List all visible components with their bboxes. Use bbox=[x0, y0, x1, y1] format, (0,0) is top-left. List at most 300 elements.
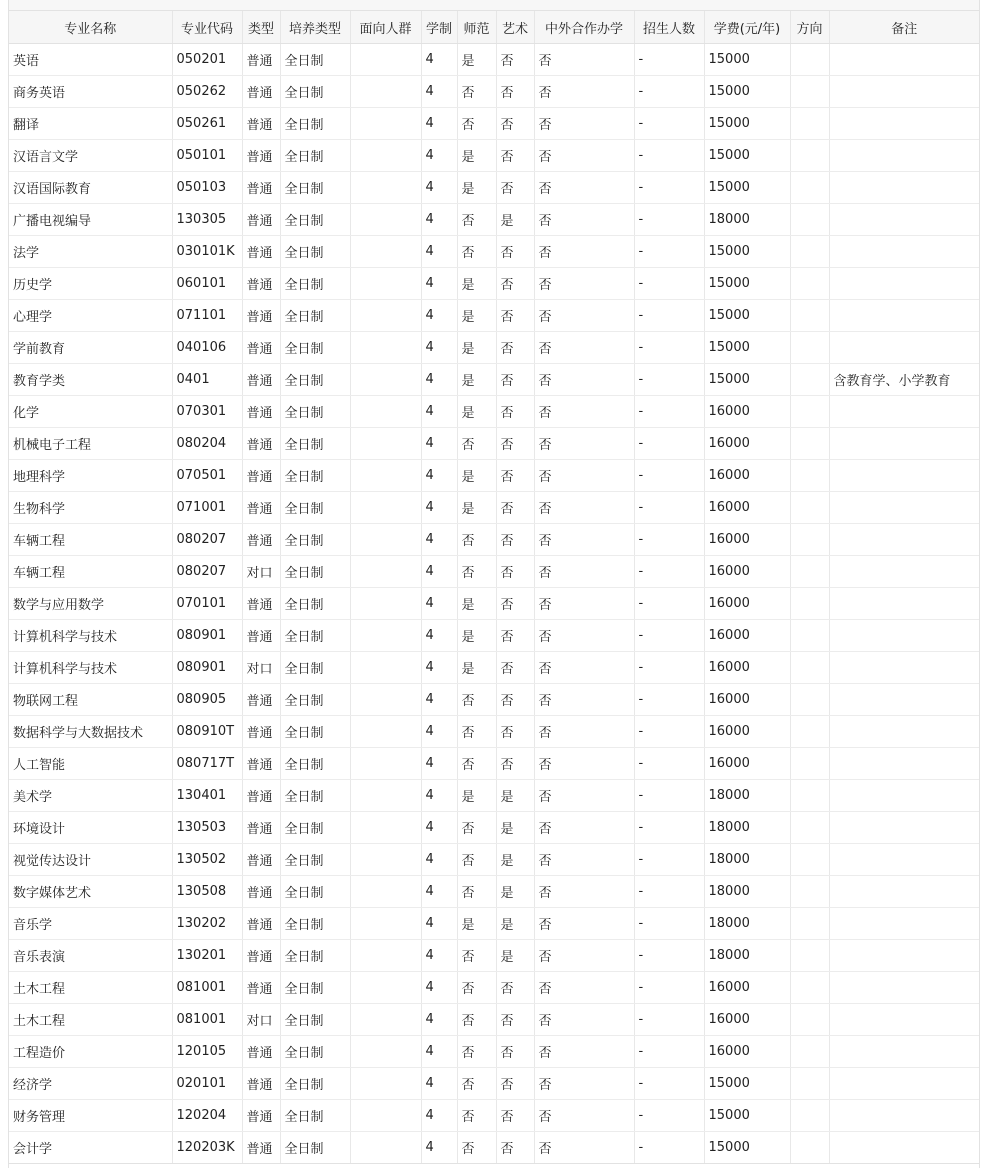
table-cell: 普通 bbox=[242, 1132, 280, 1164]
table-cell bbox=[790, 1068, 829, 1100]
table-cell: 全日制 bbox=[280, 716, 350, 748]
table-cell: 否 bbox=[534, 1004, 634, 1036]
table-cell bbox=[829, 44, 979, 76]
table-cell: 心理学 bbox=[9, 300, 172, 332]
table-cell: 计算机科学与技术 bbox=[9, 652, 172, 684]
table-cell: - bbox=[634, 204, 704, 236]
table-cell bbox=[350, 844, 421, 876]
table-cell bbox=[829, 908, 979, 940]
table-cell: 18000 bbox=[704, 780, 790, 812]
table-cell bbox=[829, 140, 979, 172]
table-cell: 15000 bbox=[704, 300, 790, 332]
table-cell bbox=[829, 748, 979, 780]
table-cell: 全日制 bbox=[280, 684, 350, 716]
table-cell: 是 bbox=[496, 812, 534, 844]
table-cell: 普通 bbox=[242, 940, 280, 972]
table-cell: 否 bbox=[457, 844, 496, 876]
table-cell: 普通 bbox=[242, 684, 280, 716]
table-cell: 全日制 bbox=[280, 748, 350, 780]
column-header: 学制 bbox=[421, 11, 457, 44]
table-cell bbox=[790, 332, 829, 364]
table-row bbox=[9, 780, 979, 812]
table-cell: 否 bbox=[496, 1100, 534, 1132]
table-cell: 全日制 bbox=[280, 940, 350, 972]
table-cell bbox=[350, 748, 421, 780]
table-cell: - bbox=[634, 332, 704, 364]
table-cell: 否 bbox=[534, 364, 634, 396]
table-cell: 071001 bbox=[172, 492, 242, 524]
table-cell: 普通 bbox=[242, 524, 280, 556]
table-cell: 是 bbox=[457, 396, 496, 428]
table-cell bbox=[350, 1068, 421, 1100]
table-cell bbox=[790, 876, 829, 908]
table-cell bbox=[790, 684, 829, 716]
table-cell: 否 bbox=[534, 204, 634, 236]
table-cell: 16000 bbox=[704, 684, 790, 716]
table-row bbox=[9, 1036, 979, 1068]
table-cell bbox=[790, 396, 829, 428]
table-row bbox=[9, 812, 979, 844]
table-cell: 4 bbox=[421, 972, 457, 1004]
table-cell: 普通 bbox=[242, 300, 280, 332]
table-cell: 18000 bbox=[704, 908, 790, 940]
table-row bbox=[9, 140, 979, 172]
table-cell: 16000 bbox=[704, 972, 790, 1004]
column-header: 招生人数 bbox=[634, 11, 704, 44]
table-cell bbox=[829, 1004, 979, 1036]
table-cell bbox=[829, 1132, 979, 1164]
table-cell: 否 bbox=[534, 140, 634, 172]
table-cell: 080717T bbox=[172, 748, 242, 780]
table-cell: 050101 bbox=[172, 140, 242, 172]
table-cell: 080204 bbox=[172, 428, 242, 460]
table-cell: 土木工程 bbox=[9, 1004, 172, 1036]
table-cell: 否 bbox=[496, 268, 534, 300]
table-cell: 经济学 bbox=[9, 1068, 172, 1100]
table-cell: 全日制 bbox=[280, 652, 350, 684]
table-row bbox=[9, 972, 979, 1004]
table-cell: 4 bbox=[421, 460, 457, 492]
table-cell: 130503 bbox=[172, 812, 242, 844]
table-cell bbox=[350, 1036, 421, 1068]
table-cell: 否 bbox=[496, 620, 534, 652]
table-cell: 18000 bbox=[704, 940, 790, 972]
table-cell: 是 bbox=[457, 140, 496, 172]
table-row bbox=[9, 268, 979, 300]
table-cell: 16000 bbox=[704, 396, 790, 428]
table-cell: 是 bbox=[496, 844, 534, 876]
table-cell: 030101K bbox=[172, 236, 242, 268]
table-cell: - bbox=[634, 364, 704, 396]
table-cell: 4 bbox=[421, 1004, 457, 1036]
table-cell: 含教育学、小学教育 bbox=[829, 364, 979, 396]
table-cell bbox=[350, 524, 421, 556]
table-cell bbox=[829, 588, 979, 620]
table-cell bbox=[790, 908, 829, 940]
table-cell: 全日制 bbox=[280, 620, 350, 652]
table-cell: 18000 bbox=[704, 812, 790, 844]
table-cell bbox=[790, 748, 829, 780]
table-cell: 英语 bbox=[9, 44, 172, 76]
table-cell: - bbox=[634, 300, 704, 332]
table-cell: - bbox=[634, 972, 704, 1004]
table-cell bbox=[790, 780, 829, 812]
table-cell: 4 bbox=[421, 876, 457, 908]
table-cell bbox=[350, 780, 421, 812]
table-cell: 4 bbox=[421, 1100, 457, 1132]
table-cell bbox=[790, 812, 829, 844]
table-cell: 否 bbox=[457, 76, 496, 108]
table-row bbox=[9, 524, 979, 556]
table-cell: 全日制 bbox=[280, 972, 350, 1004]
table-cell: 地理科学 bbox=[9, 460, 172, 492]
table-cell: 普通 bbox=[242, 428, 280, 460]
table-cell: - bbox=[634, 268, 704, 300]
table-cell bbox=[350, 876, 421, 908]
table-cell: 是 bbox=[457, 908, 496, 940]
table-cell bbox=[350, 204, 421, 236]
table-cell bbox=[350, 908, 421, 940]
table-cell: 120203K bbox=[172, 1132, 242, 1164]
table-cell: 否 bbox=[496, 76, 534, 108]
table-cell bbox=[790, 172, 829, 204]
table-cell: 070301 bbox=[172, 396, 242, 428]
table-cell: 否 bbox=[457, 1100, 496, 1132]
table-cell: - bbox=[634, 1132, 704, 1164]
table-cell: 是 bbox=[457, 588, 496, 620]
table-row bbox=[9, 652, 979, 684]
table-row bbox=[9, 108, 979, 140]
table-cell: 普通 bbox=[242, 780, 280, 812]
table-cell: 4 bbox=[421, 1036, 457, 1068]
table-cell: - bbox=[634, 1004, 704, 1036]
table-cell: 18000 bbox=[704, 844, 790, 876]
table-cell: 否 bbox=[534, 972, 634, 1004]
table-cell: 071101 bbox=[172, 300, 242, 332]
table-cell: 4 bbox=[421, 588, 457, 620]
table-cell: 4 bbox=[421, 172, 457, 204]
table-row bbox=[9, 428, 979, 460]
table-cell bbox=[829, 1100, 979, 1132]
table-cell: 否 bbox=[534, 172, 634, 204]
table-cell: - bbox=[634, 588, 704, 620]
table-cell: 是 bbox=[457, 652, 496, 684]
table-cell: - bbox=[634, 460, 704, 492]
table-cell: 否 bbox=[534, 1068, 634, 1100]
table-cell: - bbox=[634, 620, 704, 652]
column-header: 师范 bbox=[457, 11, 496, 44]
column-header: 面向人群 bbox=[350, 11, 421, 44]
table-cell bbox=[790, 76, 829, 108]
table-cell bbox=[829, 204, 979, 236]
table-cell: - bbox=[634, 812, 704, 844]
column-header: 艺术 bbox=[496, 11, 534, 44]
table-cell: 4 bbox=[421, 684, 457, 716]
table-cell: 是 bbox=[457, 300, 496, 332]
table-cell bbox=[790, 1036, 829, 1068]
table-cell bbox=[829, 236, 979, 268]
table-cell: 否 bbox=[534, 460, 634, 492]
table-cell bbox=[350, 556, 421, 588]
table-cell: 否 bbox=[496, 332, 534, 364]
table-row bbox=[9, 556, 979, 588]
table-cell: 否 bbox=[496, 492, 534, 524]
table-cell: 历史学 bbox=[9, 268, 172, 300]
table-cell: 普通 bbox=[242, 812, 280, 844]
table-cell: 15000 bbox=[704, 364, 790, 396]
table-cell bbox=[829, 428, 979, 460]
table-cell: 否 bbox=[496, 172, 534, 204]
table-cell: 120204 bbox=[172, 1100, 242, 1132]
table-cell: 普通 bbox=[242, 492, 280, 524]
table-cell: 否 bbox=[457, 940, 496, 972]
table-cell: 4 bbox=[421, 268, 457, 300]
table-cell: 否 bbox=[457, 524, 496, 556]
column-header: 类型 bbox=[242, 11, 280, 44]
table-cell: 4 bbox=[421, 844, 457, 876]
column-header: 中外合作办学 bbox=[534, 11, 634, 44]
table-cell: 18000 bbox=[704, 876, 790, 908]
table-cell: 否 bbox=[457, 748, 496, 780]
table-cell: 否 bbox=[534, 108, 634, 140]
table-cell: 全日制 bbox=[280, 428, 350, 460]
table-cell: - bbox=[634, 908, 704, 940]
table-cell bbox=[829, 556, 979, 588]
table-cell: 050262 bbox=[172, 76, 242, 108]
table-cell: 否 bbox=[457, 972, 496, 1004]
table-cell: 否 bbox=[496, 1036, 534, 1068]
majors-table bbox=[9, 11, 979, 1164]
table-cell: 否 bbox=[534, 908, 634, 940]
table-cell: 081001 bbox=[172, 972, 242, 1004]
table-cell bbox=[790, 364, 829, 396]
table-cell: 全日制 bbox=[280, 172, 350, 204]
table-cell: 是 bbox=[457, 332, 496, 364]
table-cell bbox=[350, 300, 421, 332]
table-row bbox=[9, 716, 979, 748]
table-cell: 否 bbox=[534, 748, 634, 780]
table-cell: 普通 bbox=[242, 588, 280, 620]
table-cell bbox=[350, 940, 421, 972]
table-cell: 生物科学 bbox=[9, 492, 172, 524]
table-row bbox=[9, 332, 979, 364]
table-cell: 否 bbox=[534, 652, 634, 684]
table-cell: 060101 bbox=[172, 268, 242, 300]
table-cell: 16000 bbox=[704, 1036, 790, 1068]
table-row bbox=[9, 908, 979, 940]
table-cell: 4 bbox=[421, 44, 457, 76]
table-cell bbox=[790, 556, 829, 588]
column-header: 专业代码 bbox=[172, 11, 242, 44]
table-cell: - bbox=[634, 76, 704, 108]
table-container bbox=[8, 0, 980, 1168]
table-cell: 商务英语 bbox=[9, 76, 172, 108]
table-row bbox=[9, 620, 979, 652]
table-cell bbox=[790, 300, 829, 332]
table-cell bbox=[829, 268, 979, 300]
table-cell: 是 bbox=[457, 44, 496, 76]
table-cell: 否 bbox=[534, 332, 634, 364]
table-cell bbox=[790, 460, 829, 492]
table-cell: 15000 bbox=[704, 268, 790, 300]
table-cell: 全日制 bbox=[280, 908, 350, 940]
table-row bbox=[9, 1004, 979, 1036]
table-cell: 16000 bbox=[704, 716, 790, 748]
table-cell: - bbox=[634, 716, 704, 748]
table-row bbox=[9, 1100, 979, 1132]
table-cell: 否 bbox=[457, 108, 496, 140]
table-row bbox=[9, 876, 979, 908]
table-cell: 计算机科学与技术 bbox=[9, 620, 172, 652]
table-cell: 080901 bbox=[172, 652, 242, 684]
table-cell: 4 bbox=[421, 780, 457, 812]
table-cell: 080905 bbox=[172, 684, 242, 716]
table-cell: 否 bbox=[496, 1132, 534, 1164]
table-cell: 美术学 bbox=[9, 780, 172, 812]
table-cell: 学前教育 bbox=[9, 332, 172, 364]
table-cell: 机械电子工程 bbox=[9, 428, 172, 460]
table-cell: 16000 bbox=[704, 1004, 790, 1036]
table-cell: 法学 bbox=[9, 236, 172, 268]
table-cell: - bbox=[634, 780, 704, 812]
table-cell: 普通 bbox=[242, 620, 280, 652]
table-cell: 否 bbox=[534, 524, 634, 556]
table-cell bbox=[790, 620, 829, 652]
table-row bbox=[9, 684, 979, 716]
table-cell: 否 bbox=[496, 396, 534, 428]
column-header: 学费(元/年) bbox=[704, 11, 790, 44]
table-cell: 120105 bbox=[172, 1036, 242, 1068]
table-cell: 全日制 bbox=[280, 556, 350, 588]
table-cell: 普通 bbox=[242, 396, 280, 428]
table-cell: 18000 bbox=[704, 204, 790, 236]
table-cell: 普通 bbox=[242, 716, 280, 748]
table-cell bbox=[790, 524, 829, 556]
table-cell: 普通 bbox=[242, 1068, 280, 1100]
table-cell: 全日制 bbox=[280, 1100, 350, 1132]
table-cell: 全日制 bbox=[280, 1036, 350, 1068]
table-cell bbox=[829, 940, 979, 972]
table-cell: 全日制 bbox=[280, 460, 350, 492]
table-cell: 全日制 bbox=[280, 300, 350, 332]
table-cell: 否 bbox=[457, 1036, 496, 1068]
table-cell: 4 bbox=[421, 620, 457, 652]
table-cell: 是 bbox=[457, 460, 496, 492]
table-cell bbox=[350, 1004, 421, 1036]
table-cell: 4 bbox=[421, 236, 457, 268]
table-cell: 否 bbox=[534, 780, 634, 812]
table-cell: 普通 bbox=[242, 876, 280, 908]
table-cell: 4 bbox=[421, 908, 457, 940]
table-cell: 130202 bbox=[172, 908, 242, 940]
table-cell: 普通 bbox=[242, 364, 280, 396]
table-cell: 否 bbox=[534, 1132, 634, 1164]
table-cell bbox=[829, 684, 979, 716]
table-cell: 是 bbox=[457, 492, 496, 524]
table-cell bbox=[350, 172, 421, 204]
table-cell: 050261 bbox=[172, 108, 242, 140]
table-cell: 普通 bbox=[242, 172, 280, 204]
table-cell: 否 bbox=[496, 972, 534, 1004]
table-cell: - bbox=[634, 524, 704, 556]
table-cell: 15000 bbox=[704, 140, 790, 172]
table-cell bbox=[829, 396, 979, 428]
table-cell: 普通 bbox=[242, 1036, 280, 1068]
table-cell: - bbox=[634, 108, 704, 140]
table-cell bbox=[790, 588, 829, 620]
table-cell: 否 bbox=[534, 716, 634, 748]
table-cell: 040106 bbox=[172, 332, 242, 364]
table-cell: 080910T bbox=[172, 716, 242, 748]
table-cell bbox=[829, 876, 979, 908]
table-cell bbox=[829, 300, 979, 332]
table-cell: 15000 bbox=[704, 44, 790, 76]
table-cell: 普通 bbox=[242, 108, 280, 140]
table-cell bbox=[350, 236, 421, 268]
table-cell: 130401 bbox=[172, 780, 242, 812]
table-cell: - bbox=[634, 172, 704, 204]
table-cell: 4 bbox=[421, 812, 457, 844]
table-cell: 视觉传达设计 bbox=[9, 844, 172, 876]
table-cell: 音乐表演 bbox=[9, 940, 172, 972]
table-cell: 普通 bbox=[242, 908, 280, 940]
table-cell bbox=[350, 44, 421, 76]
table-cell: 否 bbox=[457, 684, 496, 716]
table-cell bbox=[350, 76, 421, 108]
table-row bbox=[9, 76, 979, 108]
table-row bbox=[9, 44, 979, 76]
table-cell: 070101 bbox=[172, 588, 242, 620]
table-cell: 080901 bbox=[172, 620, 242, 652]
table-cell bbox=[829, 652, 979, 684]
table-cell: 020101 bbox=[172, 1068, 242, 1100]
table-cell bbox=[790, 44, 829, 76]
table-cell: 4 bbox=[421, 204, 457, 236]
table-cell: 财务管理 bbox=[9, 1100, 172, 1132]
table-cell bbox=[350, 332, 421, 364]
table-cell: 4 bbox=[421, 524, 457, 556]
table-cell: 否 bbox=[534, 876, 634, 908]
table-cell: 否 bbox=[457, 812, 496, 844]
table-row bbox=[9, 588, 979, 620]
table-cell: 否 bbox=[496, 236, 534, 268]
table-cell bbox=[350, 268, 421, 300]
table-cell bbox=[790, 1004, 829, 1036]
table-cell: 否 bbox=[534, 1036, 634, 1068]
table-cell bbox=[829, 524, 979, 556]
table-cell: 4 bbox=[421, 492, 457, 524]
table-cell: 否 bbox=[534, 236, 634, 268]
table-cell bbox=[350, 428, 421, 460]
table-cell: 全日制 bbox=[280, 396, 350, 428]
table-cell: - bbox=[634, 428, 704, 460]
table-cell: 是 bbox=[457, 172, 496, 204]
table-cell bbox=[790, 1132, 829, 1164]
table-cell: 全日制 bbox=[280, 364, 350, 396]
top-spacer bbox=[9, 0, 979, 11]
table-cell: 15000 bbox=[704, 1132, 790, 1164]
table-cell: 16000 bbox=[704, 652, 790, 684]
table-cell bbox=[790, 972, 829, 1004]
table-cell: 普通 bbox=[242, 44, 280, 76]
table-cell: 否 bbox=[534, 940, 634, 972]
table-cell bbox=[829, 812, 979, 844]
table-cell: 数据科学与大数据技术 bbox=[9, 716, 172, 748]
table-row bbox=[9, 396, 979, 428]
table-cell: 否 bbox=[534, 588, 634, 620]
table-cell bbox=[790, 652, 829, 684]
table-cell bbox=[790, 204, 829, 236]
